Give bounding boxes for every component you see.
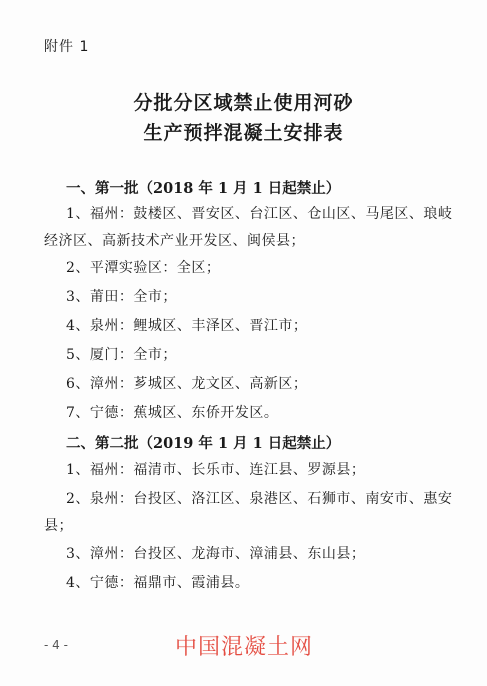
batch-1-heading: 一、第一批（2018 年 1 月 1 日起禁止） — [66, 180, 341, 197]
batch-2-item-2: 2、泉州：台投区、洛江区、泉港区、石狮市、南安市、惠安县； — [44, 491, 453, 534]
batch-1-item-7: 7、宁德：蕉城区、东侨开发区。 — [66, 405, 279, 421]
batch-1-item-2: 2、平潭实验区：全区； — [66, 260, 221, 276]
batch-1-item-3: 3、莆田：全市； — [66, 289, 177, 305]
document-title-line-1: 分批分区域禁止使用河砂 — [133, 92, 354, 114]
batch-1-item-6: 6、漳州：芗城区、龙文区、高新区； — [66, 376, 308, 392]
batch-1-item-1: 1、福州：鼓楼区、晋安区、台江区、仓山区、马尾区、琅岐经济区、高新技术产业开发区、闽侯县； — [44, 206, 453, 249]
page-number: - 4 - — [44, 638, 68, 652]
batch-1-item-5: 5、厦门：全市； — [66, 347, 177, 363]
attachment-label: 附件 1 — [44, 39, 90, 55]
batch-2-heading: 二、第二批（2019 年 1 月 1 日起禁止） — [66, 435, 341, 452]
batch-1-item-4: 4、泉州：鲤城区、丰泽区、晋江市； — [66, 318, 308, 334]
batch-2-item-1: 1、福州：福清市、长乐市、连江县、罗源县； — [66, 462, 366, 478]
watermark-logo-text: 中国混凝土网 — [175, 635, 314, 660]
batch-2-item-3: 3、漳州：台投区、龙海市、漳浦县、东山县； — [66, 546, 366, 562]
batch-2-item-4: 4、宁德：福鼎市、霞浦县。 — [66, 575, 250, 591]
document-title-line-2: 生产预拌混凝土安排表 — [143, 122, 344, 144]
